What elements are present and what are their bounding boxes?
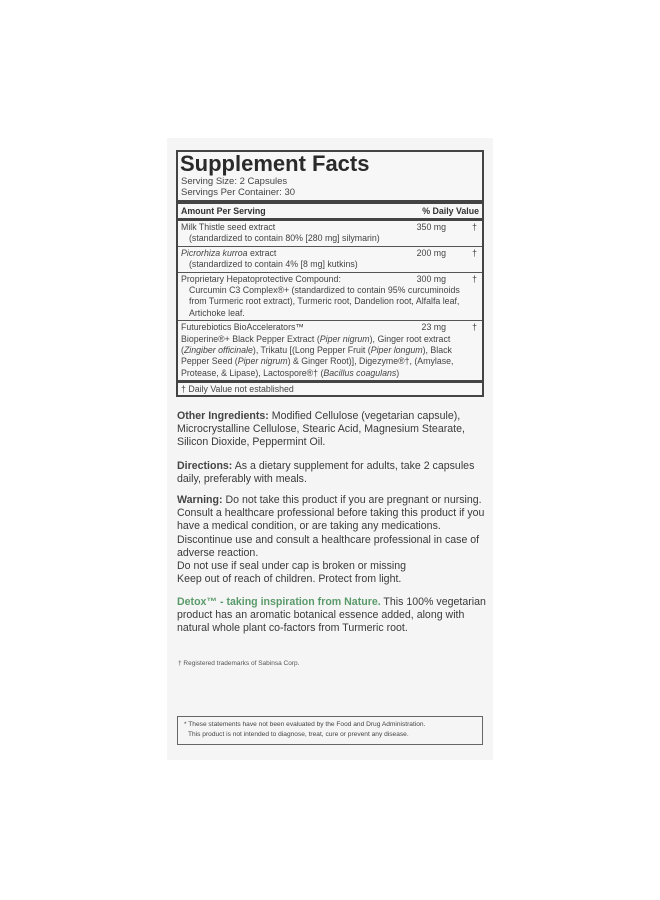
panel-title: Supplement Facts <box>180 151 370 176</box>
detox-statement: Detox™ - taking inspiration from Nature. This 100% vegetarian product has an aromatic botanical essence added, along with natural whole plant co-factors from Turmeric root. <box>177 596 486 635</box>
other-ingredients: Other Ingredients: Modified Cellulose (vegetarian capsule), Microcrystalline Cellulose, Stearic Acid, Magnesium Stearate, Silicon Dioxide, Peppermint Oil. <box>177 410 465 449</box>
ingredient-dv: † <box>472 273 477 284</box>
ingredient-row <box>178 221 482 246</box>
ingredient-row <box>178 321 482 380</box>
supplement-facts-panel <box>176 150 484 397</box>
ingredient-name: Futurebiotics BioAccelerators™ <box>181 322 305 333</box>
ingredient-detail: Curcumin C3 Complex®+ (standardized to contain 95% curcuminoids from Turmeric root extract), Turmeric root, Dandelion root, Alfalfa leaf, Artichoke leaf. <box>189 285 460 318</box>
panel-footnote: † Daily Value not established <box>181 384 294 395</box>
serving-size: Serving Size: 2 Capsules <box>181 176 288 187</box>
ingredient-detail: Bioperine®+ Black Pepper Extract (Piper nigrum), Ginger root extract (Zingiber officinale), Trikatu [(Long Pepper Fruit (Piper longum), Black Pepper Seed (Piper nigrum) & Ginger Root)], Digezyme®†, (Amylase, Protease, & Lipase), Lactospore®† (Bacillus coagulans) <box>181 333 454 378</box>
ingredient-dv: † <box>472 247 477 258</box>
ingredient-row <box>178 273 482 321</box>
ingredient-detail: (standardized to contain 80% [280 mg] silymarin) <box>189 233 380 244</box>
fda-disclaimer: * These statements have not been evaluated by the Food and Drug Administration. This product is not intended to diagnose, treat, cure or prevent any disease. <box>177 716 483 745</box>
ingredient-name: Picrorhiza kurroa extract <box>181 247 277 258</box>
ingredient-name: Proprietary Hepatoprotective Compound: <box>181 273 341 284</box>
ingredient-row <box>178 247 482 272</box>
ingredient-amount: 200 mg <box>416 247 446 258</box>
registered-trademarks: † Registered trademarks of Sabinsa Corp. <box>178 660 300 667</box>
servings-per-container: Servings Per Container: 30 <box>181 187 296 198</box>
ingredient-dv: † <box>472 222 477 232</box>
column-header <box>178 204 482 218</box>
warning: Warning: Do not take this product if you are pregnant or nursing. Consult a healthcare professional before taking this product if you have a medical condition, or are taking any medications. Discontinue use and consult a healthcare professional in case of adverse reaction. Do not use if seal under cap is broken or missing Keep out of reach of children. Protect from light. <box>177 494 485 586</box>
ingredient-dv: † <box>472 322 477 333</box>
ingredient-name: Milk Thistle seed extract <box>181 222 276 232</box>
dv-header: % Daily Value <box>422 206 479 216</box>
ingredient-detail: (standardized to contain 4% [8 mg] kutkins) <box>189 259 358 270</box>
ingredient-amount: 350 mg <box>416 222 446 232</box>
directions: Directions: As a dietary supplement for adults, take 2 capsules daily, preferably with meals. <box>177 460 475 486</box>
ingredient-amount: 300 mg <box>416 273 446 284</box>
ingredient-amount: 23 mg <box>421 322 446 333</box>
amount-header: Amount Per Serving <box>181 206 266 216</box>
